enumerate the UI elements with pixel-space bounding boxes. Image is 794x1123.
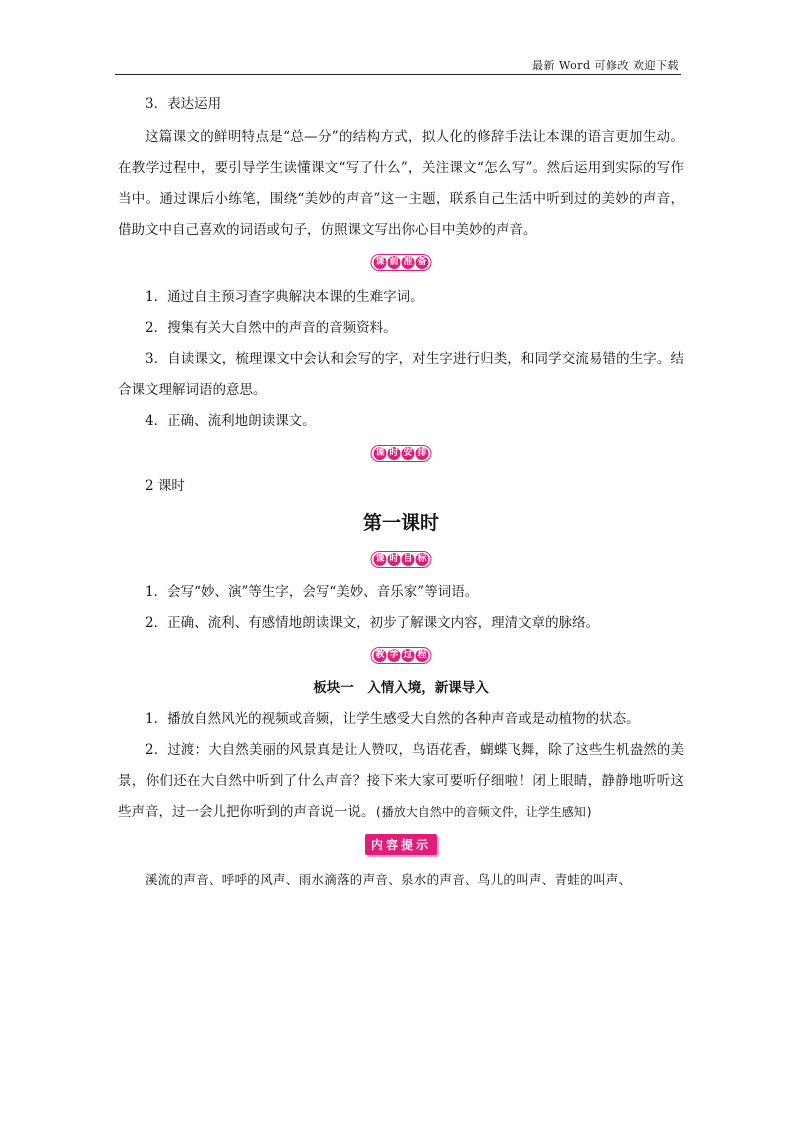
process-item bbox=[118, 735, 684, 828]
badge-char: 程 bbox=[417, 650, 427, 660]
badge-process bbox=[118, 639, 684, 673]
section-paragraph: 这篇课文的鲜明特点是“总—分”的结构方式，拟人化的修辞手法让本课的语言更加生动。在教学过程中，要引导学生读懂课文“写了什么”，关注课文“怎么写”。然后运用到实际的写作当中。通过课后小练笔，围绕“美妙的声音”这一主题，联系自己生活中听到过的美妙的声音，借助文中自己喜欢的词语或句子，仿照课文写出你心目中美妙的声音。 bbox=[118, 129, 684, 238]
lesson-title: 第一课时 bbox=[362, 512, 439, 534]
process-item: 1．播放自然风光的视频或音频，让学生感受大自然的各种声音或是动植物的状态。 bbox=[145, 711, 640, 727]
schedule-text: 2 课时 bbox=[145, 478, 185, 494]
prep-item: 1．通过自主预习查字典解决本课的生难字词。 bbox=[145, 289, 424, 305]
badge-char: 标 bbox=[417, 554, 427, 564]
tip-badge-row bbox=[118, 828, 684, 860]
process-item-text: 2．过渡：大自然美丽的风景真是让人赞叹，鸟语花香，蝴蝶飞舞，除了这些生机盎然的美景，你们还在大自然中听到了什么声音？接下来大家可要听仔细啦！闭上眼睛，静静地听听这些声音，过一会儿把你听到的声音说一说。 bbox=[118, 742, 684, 820]
badge-char: 备 bbox=[417, 257, 427, 267]
badge-char: 准 bbox=[403, 257, 413, 267]
goal-item: 1．会写“妙、演”等生字，会写“美妙、音乐家”等词语。 bbox=[145, 584, 479, 600]
badge-char: 课 bbox=[375, 554, 385, 564]
badge-char: 目 bbox=[403, 554, 413, 564]
badge-char: 排 bbox=[417, 448, 427, 458]
header-text: 最新 Word 可修改 欢迎下载 bbox=[532, 59, 679, 72]
tip-text-content: 溪流的声音、呼呼的风声、雨水滴落的声音、泉水的声音、鸟儿的叫声、青蛙的叫声、 bbox=[145, 872, 632, 887]
badge-prep bbox=[118, 246, 684, 280]
badge-char: 教 bbox=[375, 650, 385, 660]
prep-item: 3．自读课文，梳理课文中会认和会写的字，对生字进行归类，和同学交流易错的生字。结合课文理解词语的意思。 bbox=[118, 351, 684, 398]
document-body bbox=[118, 90, 684, 896]
block-heading: 板块一 入情入境，新课导入 bbox=[313, 680, 489, 696]
page-header bbox=[115, 60, 681, 75]
prep-item: 2．搜集有关大自然中的声音的音频资料。 bbox=[145, 320, 397, 336]
badge-char: 前 bbox=[389, 257, 399, 267]
goal-item: 2．正确、流利、有感情地朗读课文，初步了解课文内容，理清文章的脉络。 bbox=[145, 615, 600, 631]
badge-goals bbox=[118, 543, 684, 577]
badge-char: 学 bbox=[389, 650, 399, 660]
badge-char: 课 bbox=[375, 448, 385, 458]
section-heading: 3．表达运用 bbox=[145, 96, 222, 112]
badge-char: 过 bbox=[403, 650, 413, 660]
tip-text bbox=[118, 864, 684, 896]
badge-char: 课 bbox=[375, 257, 385, 267]
prep-item: 4．正确、流利地朗读课文。 bbox=[145, 413, 316, 429]
badge-char: 安 bbox=[403, 448, 413, 458]
process-note: (播放大自然中的音频文件，让学生感知) bbox=[374, 805, 593, 819]
badge-schedule bbox=[118, 437, 684, 471]
tip-badge: 内容提示 bbox=[365, 834, 437, 855]
badge-char: 时 bbox=[389, 448, 399, 458]
badge-char: 时 bbox=[389, 554, 399, 564]
